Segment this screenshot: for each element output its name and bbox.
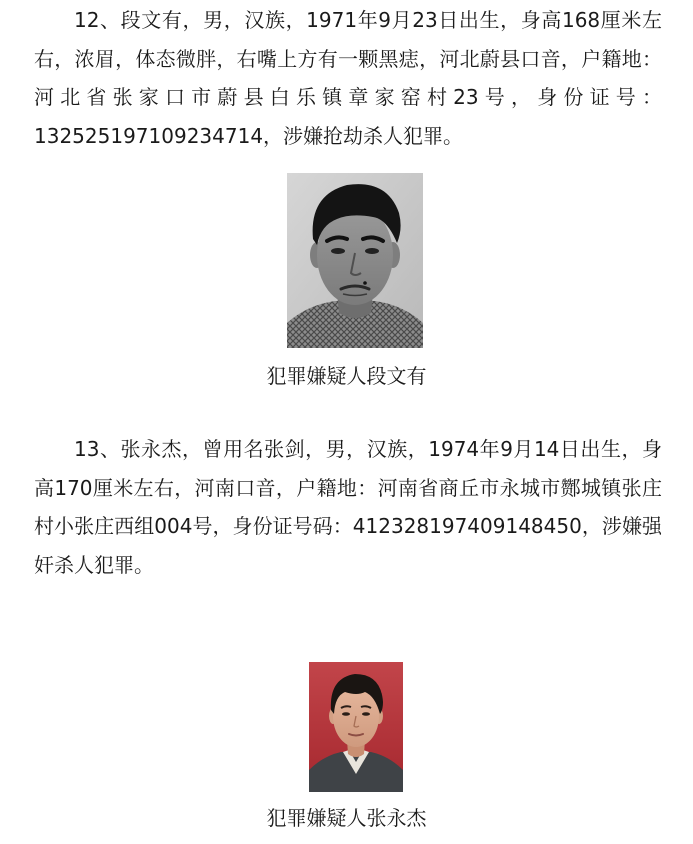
suspect-photo-zhang-yongjie bbox=[309, 662, 403, 792]
suspect-photo-duan-wenyou bbox=[287, 173, 423, 348]
photo-caption-duan-wenyou: 犯罪嫌疑人段文有 bbox=[266, 364, 427, 388]
entry-12-description: 12、段文有，男，汉族，1971年9月23日出生，身高168厘米左右，浓眉，体态微胖，右嘴上方有一颗黑痣，河北蔚县口音，户籍地：河北省张家口市蔚县白乐镇章家窑村23号，身份证号：132525197109234714，涉嫌抢劫杀人犯罪。 bbox=[34, 8, 662, 148]
entry-13-description: 13、张永杰，曾用名张剑，男，汉族，1974年9月14日出生，身高170厘米左右，河南口音，户籍地：河南省商丘市永城市酂城镇张庄村小张庄西组004号，身份证号码：412328197409148450，涉嫌强奸杀人犯罪。 bbox=[34, 437, 662, 577]
photo-caption-zhang-yongjie: 犯罪嫌疑人张永杰 bbox=[266, 806, 427, 830]
